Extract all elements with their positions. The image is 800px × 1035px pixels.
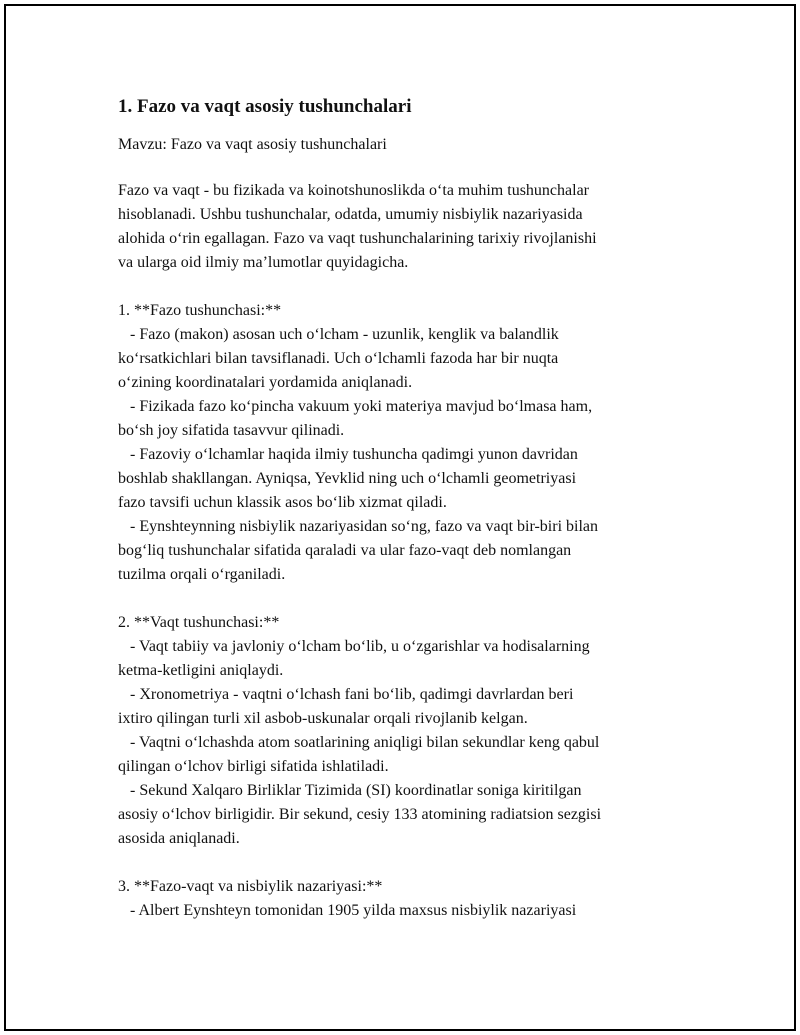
document-line: asosida aniqlanadi. <box>118 830 240 847</box>
document-line: - Xronometriya - vaqtni o‘lchash fani bo‘lib, qadimgi davrlardan beri <box>118 686 574 703</box>
document-line: o‘zining koordinatalari yordamida aniqlanadi. <box>118 374 413 391</box>
document-line: ko‘rsatkichlari bilan tavsiflanadi. Uch o‘lchamli fazoda har bir nuqta <box>118 350 559 367</box>
document-line: bo‘sh joy sifatida tasavvur qilinadi. <box>118 422 345 439</box>
document-line: boshlab shakllangan. Ayniqsa, Yevklid ning uch o‘lchamli geometriyasi <box>118 470 577 487</box>
document-line: 1. **Fazo tushunchasi:** <box>118 302 282 319</box>
document-subtitle: Mavzu: Fazo va vaqt asosiy tushunchalari <box>118 136 387 153</box>
document-content <box>118 96 688 923</box>
document-line: fazo tavsifi uchun klassik asos bo‘lib xizmat qiladi. <box>118 494 447 511</box>
document-line: - Fazoviy o‘lchamlar haqida ilmiy tushuncha qadimgi yunon davridan <box>118 446 578 463</box>
document-line: - Fizikada fazo ko‘pincha vakuum yoki materiya mavjud bo‘lmasa ham, <box>118 398 593 415</box>
document-line: asosiy o‘lchov birligidir. Bir sekund, cesiy 133 atomining radiatsion sezgisi <box>118 806 602 823</box>
document-line: ixtiro qilingan turli xil asbob-uskunalar orqali rivojlanib kelgan. <box>118 710 528 727</box>
document-line: tuzilma orqali o‘rganiladi. <box>118 566 286 583</box>
document-line: 3. **Fazo-vaqt va nisbiylik nazariyasi:** <box>118 878 383 895</box>
document-line: ketma-ketligini aniqlaydi. <box>118 662 284 679</box>
document-line: qilingan o‘lchov birligi sifatida ishlatiladi. <box>118 758 389 775</box>
document-body <box>118 179 688 923</box>
document-line <box>118 275 688 299</box>
document-line: Fazo va vaqt - bu fizikada va koinotshunoslikda o‘ta muhim tushunchalar <box>118 182 589 199</box>
document-line <box>118 851 688 875</box>
document-line: 2. **Vaqt tushunchasi:** <box>118 614 280 631</box>
document-line: - Fazo (makon) asosan uch o‘lcham - uzunlik, kenglik va balandlik <box>118 326 559 343</box>
document-line: - Vaqt tabiiy va javloniy o‘lcham bo‘lib, u o‘zgarishlar va hodisalarning <box>118 638 590 655</box>
document-line: va ularga oid ilmiy ma’lumotlar quyidagicha. <box>118 254 409 271</box>
document-line: - Eynshteynning nisbiylik nazariyasidan so‘ng, fazo va vaqt bir-biri bilan <box>118 518 599 535</box>
document-line: - Vaqtni o‘lchashda atom soatlarining aniqligi bilan sekundlar keng qabul <box>118 734 600 751</box>
document-line: - Sekund Xalqaro Birliklar Tizimida (SI) koordinatlar soniga kiritilgan <box>118 782 582 799</box>
document-line: - Albert Eynshteyn tomonidan 1905 yilda maxsus nisbiylik nazariyasi <box>118 902 577 919</box>
document-line: bog‘liq tushunchalar sifatida qaraladi va ular fazo-vaqt deb nomlangan <box>118 542 572 559</box>
document-line: alohida o‘rin egallagan. Fazo va vaqt tushunchalarining tarixiy rivojlanishi <box>118 230 597 247</box>
document-line <box>118 587 688 611</box>
document-title: 1. Fazo va vaqt asosiy tushunchalari <box>118 96 412 117</box>
document-line: hisoblanadi. Ushbu tushunchalar, odatda, umumiy nisbiylik nazariyasida <box>118 206 583 223</box>
